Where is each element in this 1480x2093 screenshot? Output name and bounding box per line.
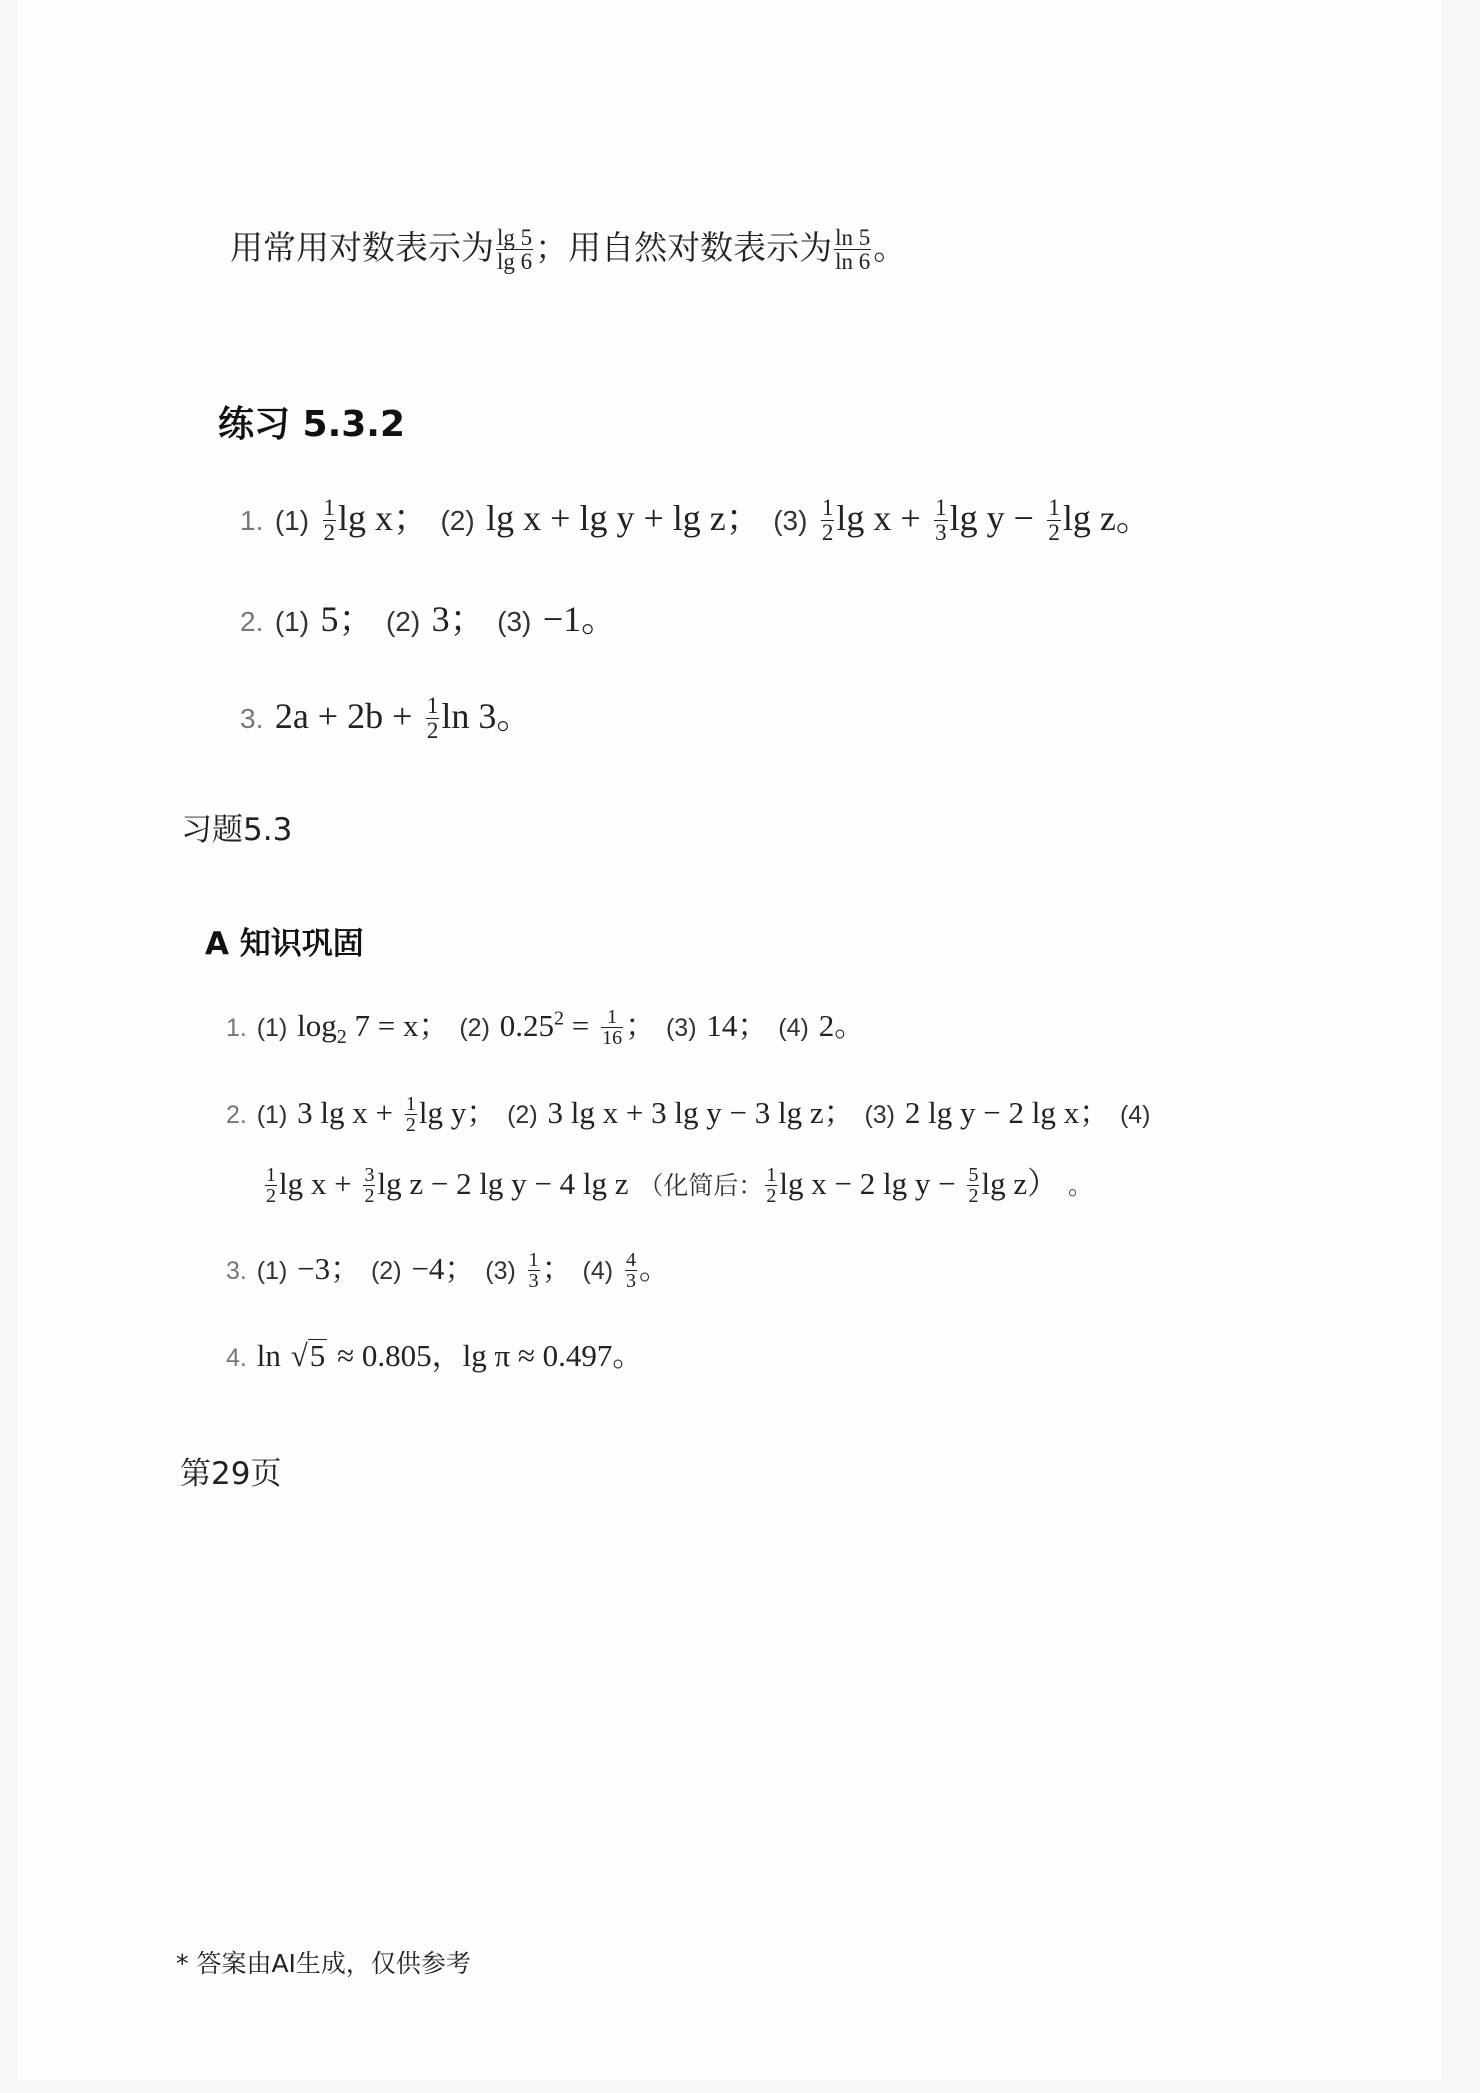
fraction: $\frac{1}{2}$ [323, 495, 335, 545]
fraction: $\frac{1}{2}$ [766, 1163, 777, 1207]
sqrt-argument: 5 [309, 1338, 326, 1373]
natural-log-fraction: $\frac{\ln 5}{\ln 6}$ [835, 224, 871, 274]
exercise-item-4: 4. ln √5 ≈ 0.805，lg π ≈ 0.497。 [226, 1338, 644, 1373]
exercise-item-3: 3. (1) −3； (2) −4； (3) $\frac{1}{3}$ ； (4) $\frac{4}{3}$ 。 [226, 1248, 670, 1292]
fraction: $\frac{1}{3}$ [935, 495, 947, 545]
fraction: $\frac{4}{3}$ [625, 1248, 636, 1292]
fraction: $\frac{1}{16}$ [602, 1005, 623, 1049]
page-number-label: 第29页 [180, 1456, 282, 1492]
ai-disclaimer-footnote: * 答案由AI生成，仅供参考 [176, 1949, 471, 1978]
practice-item-3: 3. 2a + 2b + $\frac{1}{2}$ ln 3。 [240, 693, 533, 743]
intro-line [230, 222, 906, 273]
exercise-heading: 习题5.3 [181, 812, 293, 848]
fraction: $\frac{1}{2}$ [426, 693, 439, 743]
common-log-fraction: $\frac{\lg 5}{\lg 6}$ [497, 224, 533, 274]
fraction: $\frac{1}{3}$ [528, 1248, 539, 1292]
fraction: $\frac{1}{2}$ [821, 495, 834, 545]
intro-middle: ；用自然对数表示为 [535, 228, 833, 267]
fraction: $\frac{1}{2}$ [405, 1092, 416, 1136]
practice-item-1: 1. (1) $\frac{1}{2}$ lg x； (2) lg x + lg y + lg z； (3) $\frac{1}{2}$ lg x + $\frac{1}{3}$ lg y − $\frac{1}{2}$ lg z。 [240, 495, 1152, 545]
section-a-heading: A 知识巩固 [205, 926, 364, 962]
exercise-item-1: 1. (1) $\log_2 7 = x$； (2) 0.25$^2$ = $\frac{1}{16}$ ； (3) 14； (4) 2。 [226, 1005, 866, 1049]
fraction: $\frac{5}{2}$ [968, 1163, 979, 1207]
practice-item-2: 2. (1) 5； (2) 3； (3) −1。 [240, 599, 618, 639]
exercise-item-2: 2. (1) 3 lg x + $\frac{1}{2}$ lg y； (2) 3 lg x + 3 lg y − 3 lg z； (3) 2 lg y − 2 lg x； (4) [226, 1092, 1151, 1136]
sqrt-symbol: √ [290, 1338, 308, 1373]
fraction: $\frac{1}{2}$ [266, 1163, 276, 1207]
intro-prefix: 用常用对数表示为 [230, 228, 494, 267]
exercise-item-2-continued: $\frac{1}{2}$ lg x + $\frac{3}{2}$ lg z − 2 lg y − 4 lg z （化简后： $\frac{1}{2}$ lg x − 2 lg y − $\frac{5}{2}$ lg z） 。 [266, 1163, 1093, 1207]
intro-suffix: 。 [873, 228, 907, 267]
fraction: $\frac{1}{2}$ [1048, 495, 1060, 545]
fraction: $\frac{3}{2}$ [364, 1163, 375, 1207]
document-page [18, 0, 1442, 2080]
practice-heading: 练习 5.3.2 [218, 404, 406, 445]
